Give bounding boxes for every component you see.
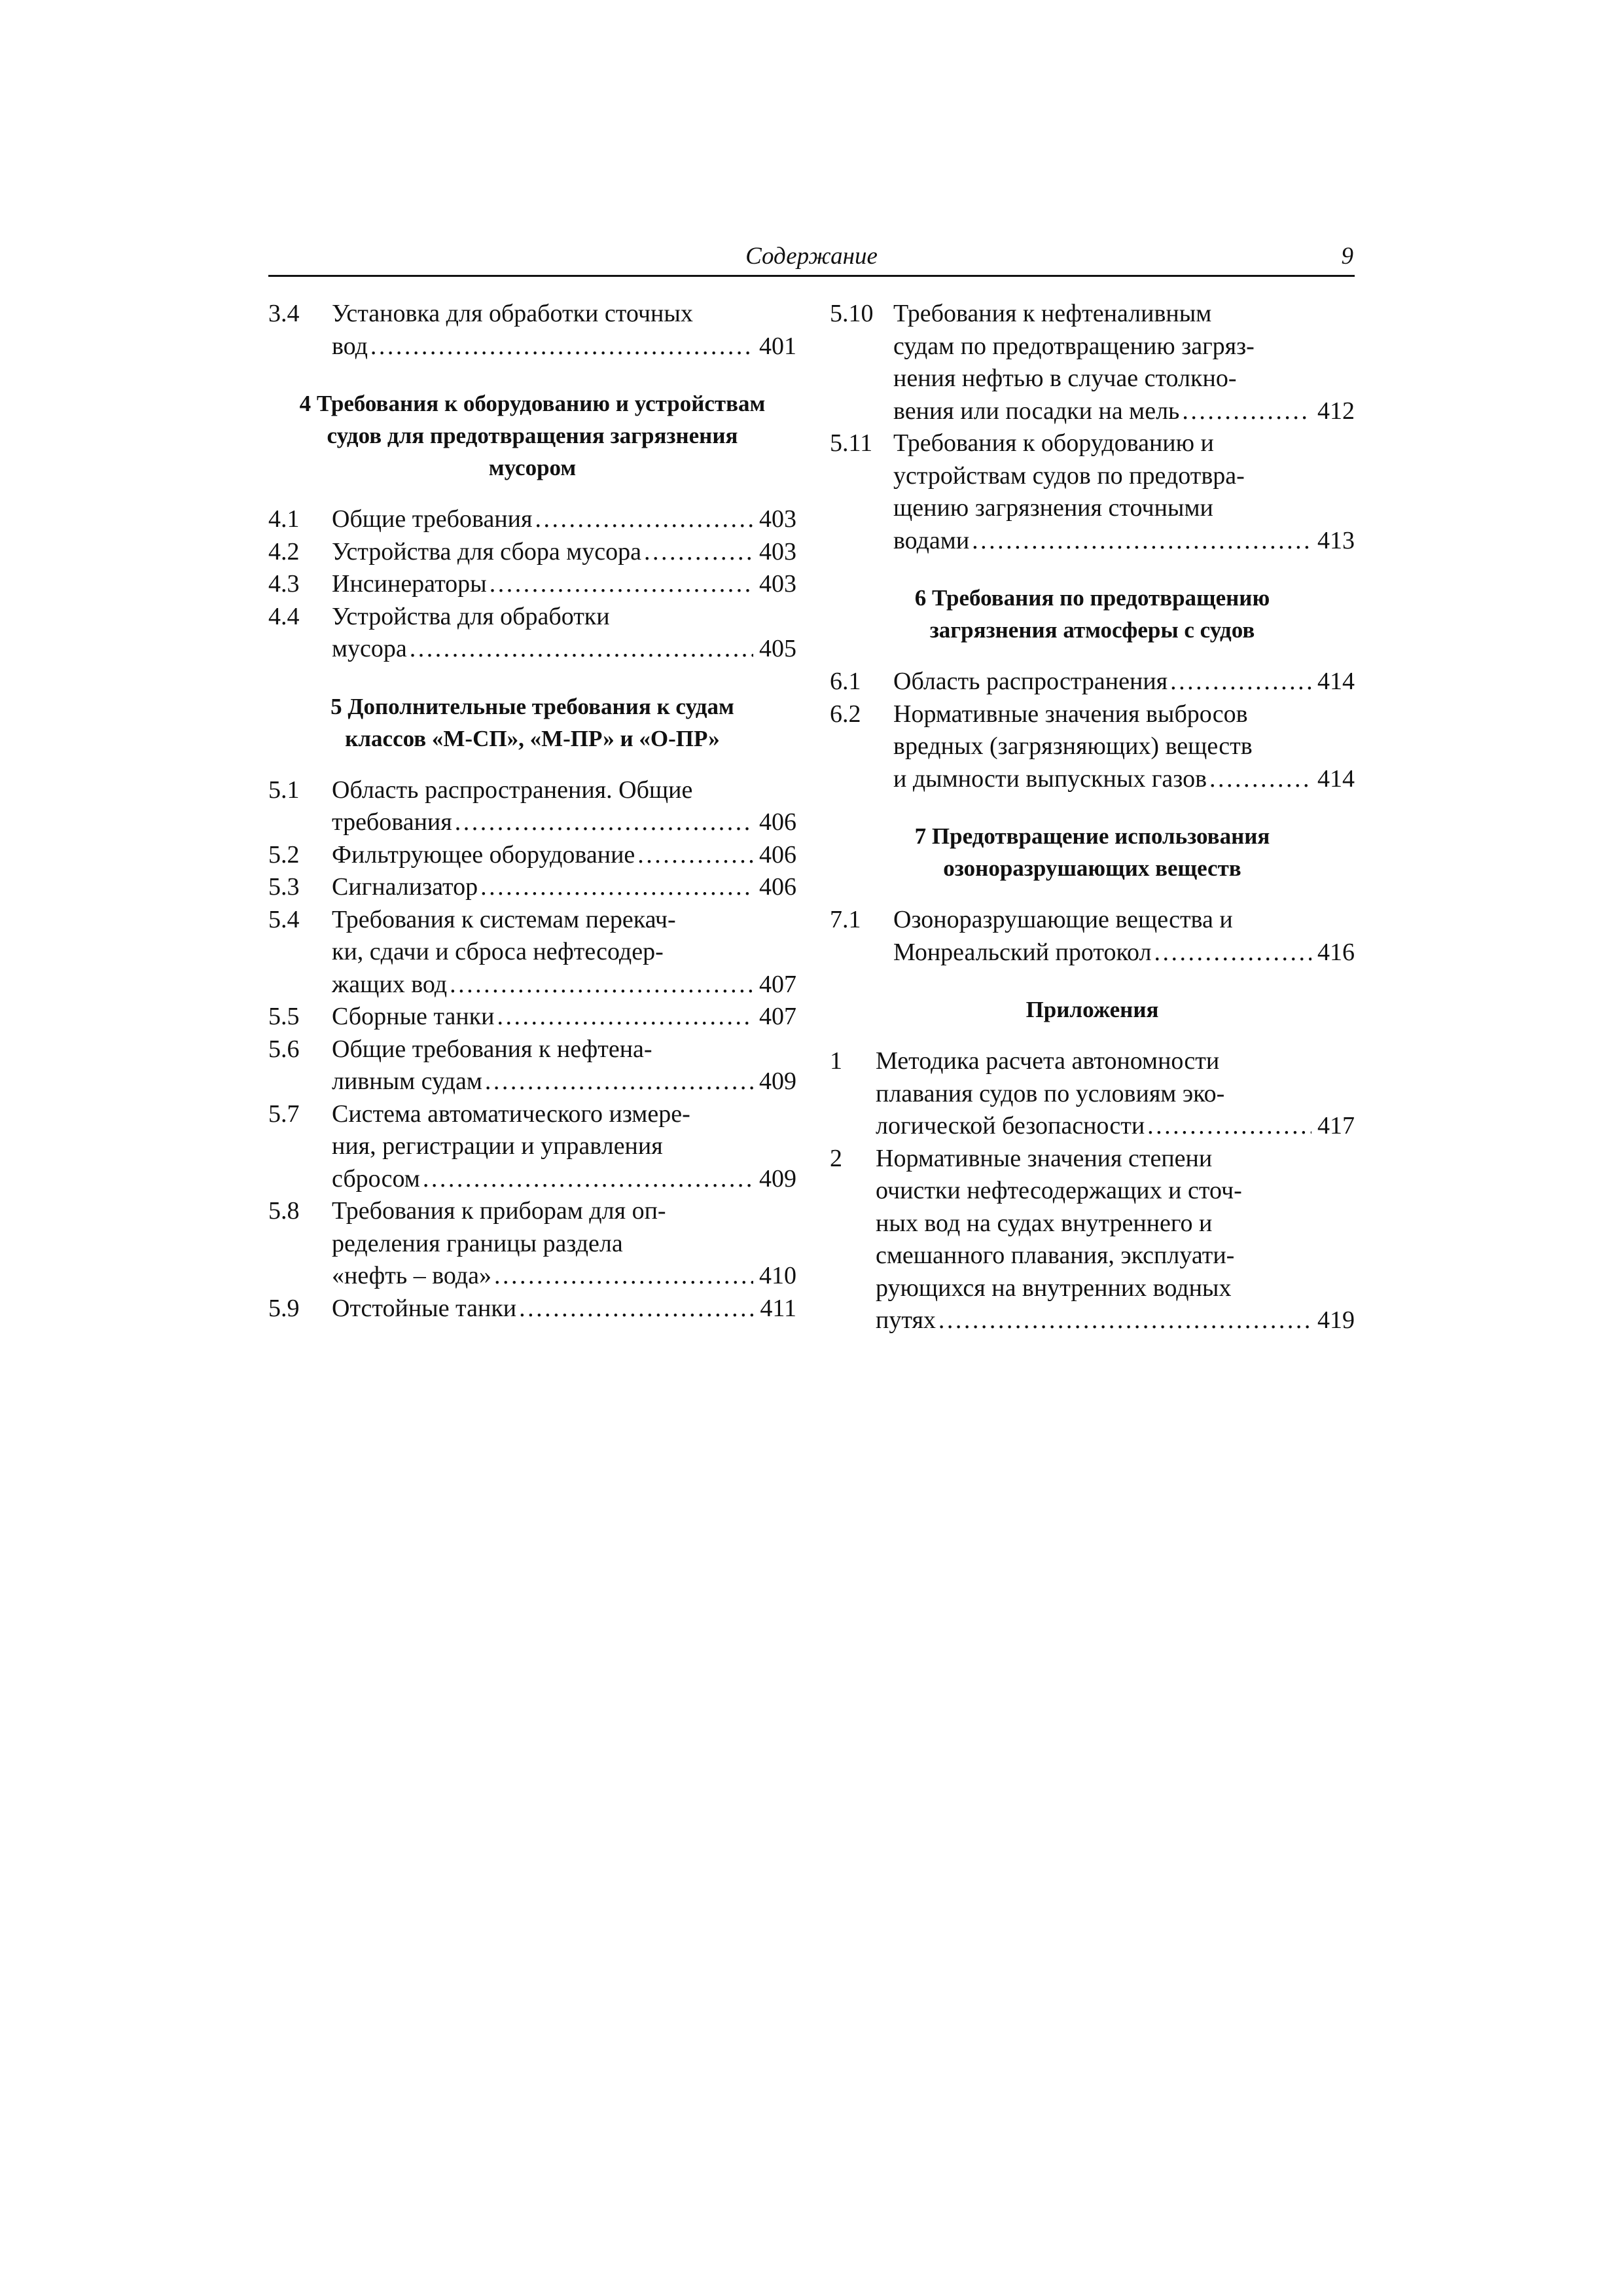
entry-page-number: 416 xyxy=(1317,938,1355,966)
entry-last-line xyxy=(332,633,796,666)
entry-number: 5.7 xyxy=(268,1100,300,1128)
section-heading-line: судов для предотвращения загрязнения xyxy=(327,423,738,448)
entry-title-line: Устройства для сбора мусора xyxy=(332,537,641,565)
entry-number: 1 xyxy=(830,1047,842,1075)
entry-number: 5.5 xyxy=(268,1003,300,1030)
entry-last-line xyxy=(332,871,796,904)
entry-title-line: смешанного плавания, эксплуати- xyxy=(876,1242,1235,1269)
entry-body xyxy=(876,1143,1355,1337)
entry-last-line xyxy=(332,503,796,536)
entry-last-line xyxy=(893,763,1355,796)
toc-entry xyxy=(268,536,796,569)
entry-number: 5.11 xyxy=(830,429,873,457)
entry-number: 5.6 xyxy=(268,1035,300,1063)
entry-body xyxy=(332,1033,796,1098)
entry-number: 4.1 xyxy=(268,505,300,533)
entry-title-line: судам по предотвращению загряз- xyxy=(893,332,1255,360)
entry-title-line: путях xyxy=(876,1306,936,1334)
dot-leader xyxy=(450,969,753,1001)
dot-leader xyxy=(370,331,753,363)
toc-entry xyxy=(268,601,796,666)
running-header xyxy=(268,241,1355,277)
toc-entry xyxy=(268,568,796,601)
entry-title-line: ливным судам xyxy=(332,1067,482,1095)
dot-leader xyxy=(480,871,753,904)
entry-number: 7.1 xyxy=(830,906,861,933)
entry-page-number: 417 xyxy=(1317,1112,1355,1139)
entry-title-line: Требования к нефтеналивным xyxy=(893,300,1212,327)
entry-title-line: Общие требования xyxy=(332,505,533,533)
entry-page-number: 406 xyxy=(759,840,796,869)
dot-leader xyxy=(423,1163,753,1196)
dot-leader xyxy=(972,525,1311,558)
entry-last-line xyxy=(332,969,796,1001)
entry-title-line: щению загрязнения сточными xyxy=(893,494,1213,522)
toc-entry xyxy=(268,839,796,872)
section-heading xyxy=(830,820,1355,884)
entry-title-line: и дымности выпускных газов xyxy=(893,764,1207,793)
entry-title-line: очистки нефтесодержащих и сточ- xyxy=(876,1177,1242,1204)
entry-number: 5.10 xyxy=(830,300,874,327)
toc-entry xyxy=(830,1045,1355,1143)
toc-entry xyxy=(268,1033,796,1098)
entry-title-line: ки, сдачи и сброса нефтесодер- xyxy=(332,938,664,965)
entry-last-line xyxy=(332,1001,796,1033)
section-heading-line: мусором xyxy=(488,455,577,480)
section-heading-line: загрязнения атмосферы с судов xyxy=(929,617,1255,643)
toc-entry xyxy=(268,774,796,839)
entry-number: 6.1 xyxy=(830,668,861,695)
header-title: Содержание xyxy=(745,243,878,270)
entry-body xyxy=(876,1045,1355,1143)
entry-page-number: 403 xyxy=(759,505,796,533)
entry-last-line xyxy=(332,1163,796,1196)
entry-body xyxy=(332,568,796,601)
toc-entry xyxy=(830,666,1355,698)
entry-page-number: 410 xyxy=(759,1262,796,1289)
entry-body xyxy=(332,904,796,1001)
section-heading xyxy=(268,691,796,755)
entry-page-number: 412 xyxy=(1317,397,1355,425)
entry-title-line: Монреальский протокол xyxy=(893,938,1152,966)
toc-entry xyxy=(268,1098,796,1196)
entry-number: 4.4 xyxy=(268,602,300,630)
entry-page-number: 409 xyxy=(759,1067,796,1095)
entry-body xyxy=(332,1001,796,1033)
dot-leader xyxy=(410,633,753,666)
section-heading-line: 5 Дополнительные требования к судам xyxy=(330,693,734,719)
entry-number: 2 xyxy=(830,1144,842,1172)
toc-entry xyxy=(268,904,796,1001)
dot-leader xyxy=(1209,763,1311,796)
entry-number: 4.2 xyxy=(268,537,300,565)
entry-body xyxy=(332,1098,796,1196)
entry-last-line xyxy=(332,331,796,363)
entry-page-number: 407 xyxy=(759,1003,796,1030)
entry-title-line: Устройства для обработки xyxy=(332,602,610,630)
entry-title-line: вредных (загрязняющих) веществ xyxy=(893,732,1253,760)
entry-title-line: Нормативные значения степени xyxy=(876,1144,1213,1172)
entry-number: 5.2 xyxy=(268,840,300,869)
entry-title-line: Нормативные значения выбросов xyxy=(893,700,1248,728)
entry-body xyxy=(893,698,1355,796)
entry-body xyxy=(332,839,796,872)
entry-last-line xyxy=(893,525,1355,558)
entry-page-number: 414 xyxy=(1317,668,1355,695)
dot-leader xyxy=(1182,395,1311,428)
toc-entry xyxy=(830,427,1355,557)
entry-body xyxy=(332,601,796,666)
entry-title-line: Общие требования к нефтена- xyxy=(332,1035,652,1063)
toc-entry xyxy=(268,871,796,904)
entry-last-line xyxy=(332,1293,796,1325)
entry-title-line: Требования к системам перекач- xyxy=(332,905,676,933)
entry-page-number: 419 xyxy=(1317,1306,1355,1334)
toc-entry xyxy=(268,1293,796,1325)
entry-title-line: ния, регистрации и управления xyxy=(332,1132,663,1160)
entry-body xyxy=(893,427,1355,557)
entry-title-line: Требования к оборудованию и xyxy=(893,429,1214,457)
entry-body xyxy=(893,666,1355,698)
toc-entry xyxy=(268,503,796,536)
entry-page-number: 401 xyxy=(759,332,796,360)
entry-title-line: Сигнализатор xyxy=(332,873,478,901)
entry-number: 4.3 xyxy=(268,570,300,598)
entry-body xyxy=(893,298,1355,427)
entry-title-line: сбросом xyxy=(332,1164,420,1193)
entry-page-number: 413 xyxy=(1317,526,1355,554)
entry-title-line: Система автоматического измере- xyxy=(332,1100,690,1128)
entry-title-line: Фильтрующее оборудование xyxy=(332,840,635,869)
entry-body xyxy=(332,1293,796,1325)
entry-body xyxy=(332,1195,796,1293)
entry-number: 5.3 xyxy=(268,873,300,901)
section-heading-line: 4 Требования к оборудованию и устройствам xyxy=(299,391,766,416)
dot-leader xyxy=(497,1001,753,1033)
entry-title-line: Область распространения xyxy=(893,668,1168,695)
entry-page-number: 409 xyxy=(759,1164,796,1193)
entry-page-number: 407 xyxy=(759,970,796,998)
dot-leader xyxy=(938,1304,1311,1337)
entry-title-line: логической безопасности xyxy=(876,1112,1145,1139)
entry-last-line xyxy=(876,1110,1355,1143)
entry-last-line xyxy=(332,1260,796,1293)
entry-last-line xyxy=(876,1304,1355,1337)
toc-column-right xyxy=(830,298,1355,1337)
entry-number: 3.4 xyxy=(268,300,300,327)
entry-number: 5.1 xyxy=(268,776,300,804)
dot-leader xyxy=(519,1293,753,1325)
dot-leader xyxy=(494,1260,753,1293)
entry-title-line: Область распространения. Общие xyxy=(332,776,693,804)
toc-entry xyxy=(830,1143,1355,1337)
toc-entry xyxy=(268,298,796,363)
section-heading-line: 7 Предотвращение использования xyxy=(914,823,1270,849)
entry-title-line: Сборные танки xyxy=(332,1003,495,1030)
entry-body xyxy=(332,536,796,569)
entry-body xyxy=(332,503,796,536)
toc-entry xyxy=(830,904,1355,969)
entry-title-line: вения или посадки на мель xyxy=(893,397,1180,425)
entry-title-line: Требования к приборам для оп- xyxy=(332,1197,666,1225)
entry-title-line: «нефть – вода» xyxy=(332,1262,492,1289)
header-page-number: 9 xyxy=(1341,243,1353,270)
entry-last-line xyxy=(332,568,796,601)
entry-last-line xyxy=(893,395,1355,428)
entry-last-line xyxy=(332,839,796,872)
section-heading xyxy=(830,582,1355,646)
toc-entry xyxy=(830,298,1355,427)
entry-page-number: 403 xyxy=(759,570,796,598)
entry-number: 5.8 xyxy=(268,1197,300,1225)
entry-title-line: Методика расчета автономности xyxy=(876,1047,1220,1075)
entry-title-line: устройствам судов по предотвра- xyxy=(893,461,1245,490)
section-heading-line: классов «М-СП», «М-ПР» и «О-ПР» xyxy=(345,725,720,751)
entry-title-line: вод xyxy=(332,332,368,360)
entry-last-line xyxy=(893,937,1355,969)
section-heading-line: 6 Требования по предотвращению xyxy=(914,585,1270,611)
entry-title-line: ределения границы раздела xyxy=(332,1229,623,1257)
dot-leader xyxy=(490,568,753,601)
toc-entry xyxy=(830,698,1355,796)
entry-last-line xyxy=(893,666,1355,698)
dot-leader xyxy=(644,536,753,569)
entry-title-line: мусора xyxy=(332,635,407,662)
entry-title-line: рующихся на внутренних водных xyxy=(876,1274,1232,1302)
entry-page-number: 406 xyxy=(759,873,796,901)
toc-entry xyxy=(268,1195,796,1293)
entry-number: 5.9 xyxy=(268,1294,300,1322)
dot-leader xyxy=(455,806,753,839)
dot-leader xyxy=(1170,666,1311,698)
entry-page-number: 414 xyxy=(1317,764,1355,793)
dot-leader xyxy=(637,839,753,872)
entry-title-line: ных вод на судах внутреннего и xyxy=(876,1209,1213,1237)
toc-entry xyxy=(268,1001,796,1033)
section-heading xyxy=(268,387,796,484)
section-heading xyxy=(830,994,1355,1026)
entry-number: 5.4 xyxy=(268,905,300,933)
entry-title-line: плавания судов по условиям эко- xyxy=(876,1079,1225,1107)
entry-title-line: нения нефтью в случае столкно- xyxy=(893,365,1237,392)
entry-title-line: жащих вод xyxy=(332,970,448,998)
dot-leader xyxy=(485,1066,753,1098)
section-heading-line: Приложения xyxy=(1026,997,1159,1022)
entry-body xyxy=(332,871,796,904)
entry-title-line: требования xyxy=(332,808,452,836)
entry-title-line: водами xyxy=(893,526,970,554)
entry-body xyxy=(332,774,796,839)
dot-leader xyxy=(1154,937,1311,969)
toc-column-left xyxy=(268,298,796,1325)
entry-title-line: Отстойные танки xyxy=(332,1294,517,1322)
entry-last-line xyxy=(332,536,796,569)
entry-page-number: 403 xyxy=(759,537,796,565)
entry-title-line: Установка для обработки сточных xyxy=(332,300,693,327)
entry-body xyxy=(893,904,1355,969)
entry-number: 6.2 xyxy=(830,700,861,728)
entry-body xyxy=(332,298,796,363)
entry-page-number: 411 xyxy=(760,1294,796,1322)
section-heading-line: озоноразрушающих веществ xyxy=(943,855,1241,881)
entry-last-line xyxy=(332,806,796,839)
entry-page-number: 406 xyxy=(759,808,796,836)
entry-page-number: 405 xyxy=(759,635,796,662)
entry-title-line: Инсинераторы xyxy=(332,570,487,598)
dot-leader xyxy=(1147,1110,1311,1143)
dot-leader xyxy=(535,503,753,536)
entry-last-line xyxy=(332,1066,796,1098)
entry-title-line: Озоноразрушающие вещества и xyxy=(893,906,1233,933)
